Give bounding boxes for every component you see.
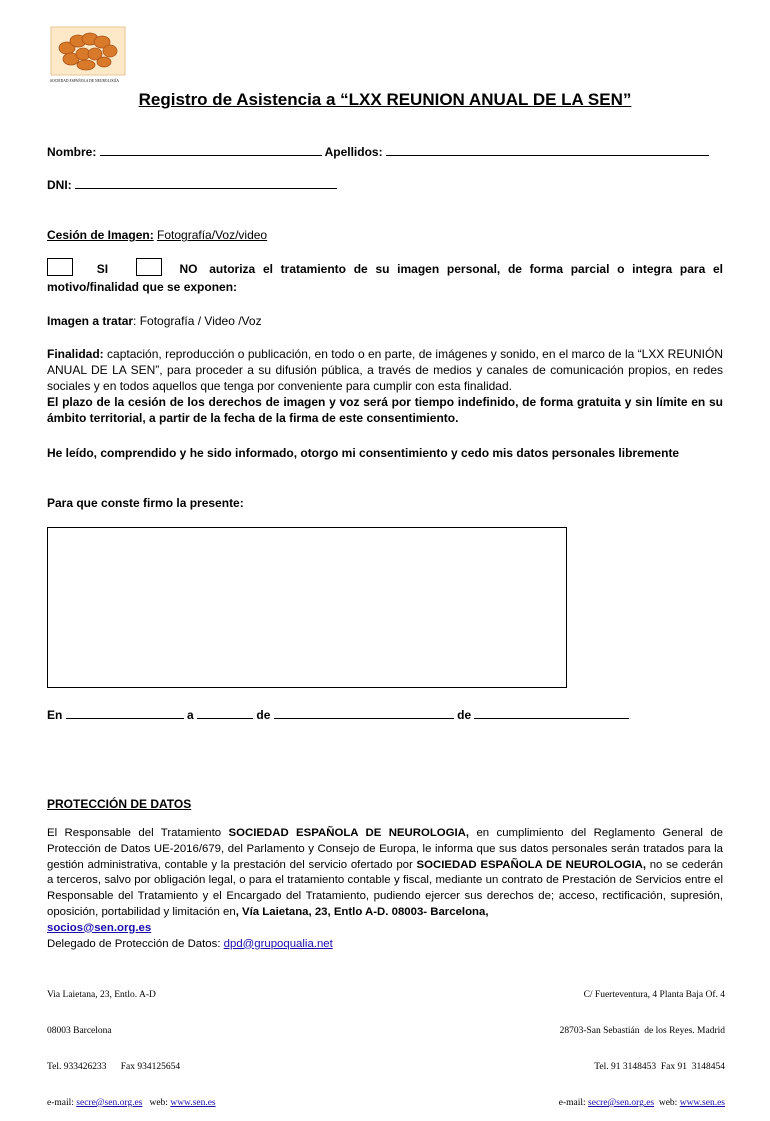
apellidos-field[interactable] (386, 144, 709, 156)
org-name-2: SOCIEDAD ESPAÑOLA DE NEUROLOGIA, (416, 858, 646, 871)
nombre-apellidos-row (47, 144, 727, 159)
consent-text-line1: autoriza el tratamiento de su imagen personal, de forma parcial o integra para el (209, 262, 723, 276)
cesion-value: Fotografía/Voz/video (157, 228, 268, 242)
proteccion-address: , Vía Laietana, 23, Entlo A-D. 08003- Barcelona, (235, 905, 489, 918)
imagen-tratar-label: Imagen a tratar (47, 314, 134, 328)
no-checkbox[interactable] (136, 258, 162, 276)
day-field[interactable] (197, 707, 253, 719)
footer-right-email-label: e-mail: (558, 1098, 589, 1108)
footer-left-email-label: e-mail: (47, 1098, 77, 1108)
page-title: Registro de Asistencia a “LXX REUNION ANUAL DE LA SEN” (138, 90, 632, 109)
finalidad-label: Finalidad: (47, 347, 104, 361)
apellidos-label: Apellidos: (324, 145, 383, 159)
footer-left (47, 965, 216, 1121)
cesion-label: Cesión de Imagen: (47, 228, 154, 242)
footer-right-address: C/ Fuerteventura, 4 Planta Baja Of. 4 (583, 990, 725, 1000)
proteccion-text-1: El Responsable del Tratamiento (47, 827, 229, 839)
logo (50, 26, 126, 84)
proteccion-text-3: no se cederán a terceros, salvo por obligación legal, o para el tratamiento contable y fiscal, mediante un contrato de Prestación de Servicios entre el Responsable del Tratamiento y el Encargado del Tratamiento, pudiendo ejercer sus derechos de; acceso, rectificación, supresión, oposición, portabilidad y limitación en (47, 858, 723, 918)
dpo-email-link[interactable]: dpd@grupoqualia.net (223, 937, 333, 950)
proteccion-text-2: en cumplimiento del Reglamento General de Protección de Datos UE-2016/679, del Parlamento y Consejo de Europa, le informa que sus datos personales serán tratados para la gestión administrativa, contable y la prestación del servicio ofertado por (47, 827, 724, 871)
date-en-label: En (47, 708, 63, 722)
footer-left-city: 08003 Barcelona (47, 1026, 112, 1036)
date-de-label-2: de (457, 708, 472, 722)
dni-field[interactable] (75, 177, 337, 189)
declaration: He leído, comprendido y he sido informado, otorgo mi consentimiento y cedo mis datos personales libremente (47, 446, 680, 460)
si-label: SI (96, 262, 109, 276)
cesion-row (47, 228, 267, 242)
footer-left-phone: Tel. 933426233 Fax 934125654 (47, 1062, 181, 1072)
brain-logo-icon (50, 26, 126, 76)
socios-email-link[interactable]: socios@sen.org.es (47, 921, 152, 934)
imagen-tratar-row (47, 314, 262, 328)
footer-right-web-label: web: (654, 1098, 680, 1108)
date-de-label: de (256, 708, 271, 722)
consent-row (47, 258, 723, 295)
footer-right (559, 965, 725, 1121)
finalidad-text: captación, reproducción o publicación, en todo o en parte, de imágenes y sonido, en el marco de la “LXX REUNIÓN ANUAL DE LA SEN”, para proceder a su difusión pública, a través de medios y canales de comunicación propios, en redes sociales y en todos aquellos que tenga por conveniente para cumplir con esta finalidad. (47, 347, 723, 393)
year-field[interactable] (474, 707, 629, 719)
footer-right-web-link[interactable]: www.sen.es (679, 1098, 725, 1108)
dpo-label: Delegado de Protección de Datos: (47, 937, 224, 950)
plazo-text: El plazo de la cesión de los derechos de imagen y voz será por tiempo indefinido, de forma gratuita y sin límite en su ámbito territorial, a partir de la fecha de la firma de este consentimiento. (47, 395, 723, 425)
date-line (47, 707, 629, 722)
footer-right-phone: Tel. 91 3148453 Fax 91 3148454 (594, 1062, 725, 1072)
signature-box[interactable] (47, 527, 567, 688)
si-checkbox[interactable] (47, 258, 73, 276)
consent-text-line2: motivo/finalidad que se exponen: (47, 280, 238, 294)
logo-caption: SOCIEDAD ESPAÑOLA DE NEUROLOGÍA (50, 79, 119, 83)
imagen-tratar-value: : Fotografía / Video /Voz (133, 314, 262, 328)
dni-row (47, 177, 337, 192)
footer-left-address: Via Laietana, 23, Entlo. A-D (47, 990, 156, 1000)
nombre-field[interactable] (100, 144, 322, 156)
dni-label: DNI: (47, 178, 72, 192)
place-field[interactable] (66, 707, 184, 719)
footer-right-city: 28703-San Sebastián de los Reyes. Madrid (559, 1026, 725, 1036)
date-a-label: a (187, 708, 194, 722)
firma-label: Para que conste firmo la presente: (47, 496, 244, 510)
finalidad-paragraph (47, 346, 723, 426)
no-label: NO (179, 262, 198, 276)
proteccion-paragraph (47, 826, 723, 952)
footer-left-email-link[interactable]: secre@sen.org.es (76, 1098, 143, 1108)
footer-left-web-label: web: (142, 1098, 171, 1108)
proteccion-heading: PROTECCIÓN DE DATOS (47, 797, 192, 811)
footer-left-web-link[interactable]: www.sen.es (170, 1098, 216, 1108)
nombre-label: Nombre: (47, 145, 97, 159)
footer-right-email-link[interactable]: secre@sen.org.es (588, 1098, 655, 1108)
month-field[interactable] (274, 707, 454, 719)
org-name-1: SOCIEDAD ESPAÑOLA DE NEUROLOGIA, (228, 827, 470, 839)
